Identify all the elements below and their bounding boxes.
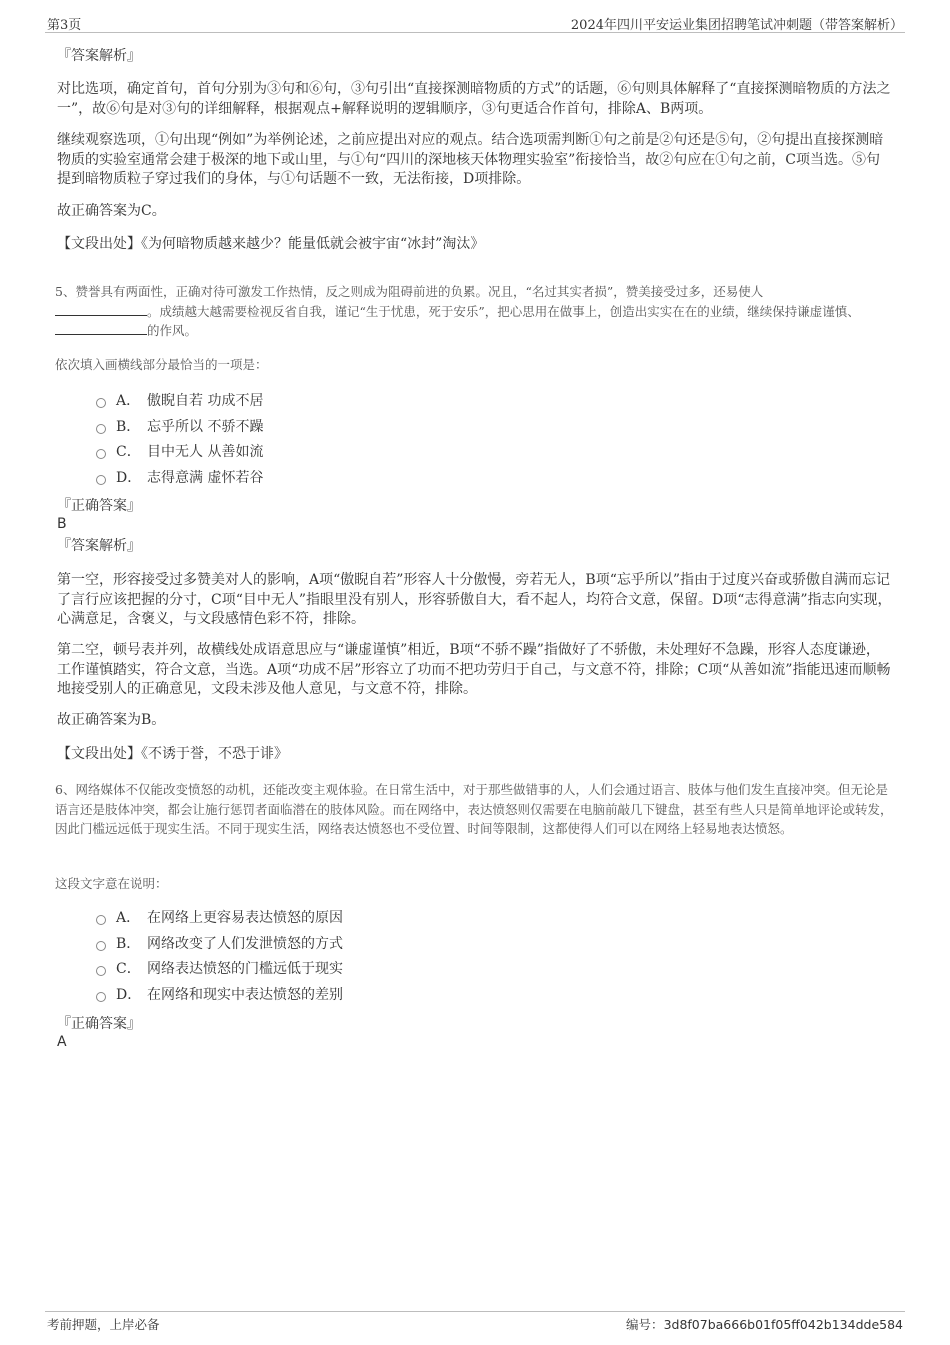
option-list	[96, 389, 263, 491]
option-b[interactable]: B． 网络改变了人们发泄愤怒的方式	[96, 932, 343, 958]
analysis-paragraph: 第二空，顿号表并列，故横线处成语意思应与“谦虚谨慎”相近，B项“不骄不躁”指做好了不骄傲，未处理好不急躁，形容人态度谦逊，工作谨慎踏实，符合文意，当选。A项“功成不居”形容立了功而不把功劳归于自己，与文意不符，排除；C项“从善如流”指能迅速而顺畅地接受别人的正确意见，文段未涉及他人意见，与文意不符，排除。	[57, 642, 891, 697]
radio-icon[interactable]	[96, 475, 106, 485]
option-a[interactable]: A． 傲睨自若 功成不居	[96, 389, 263, 415]
document-title: 2024年四川平安运业集团招聘笔试冲刺题（带答案解析）	[570, 18, 903, 33]
answer-label: 『正确答案』	[57, 498, 141, 514]
radio-icon[interactable]	[96, 398, 106, 408]
source-citation: 【文段出处】《为何暗物质越来越少？能量低就会被宇宙“冰封”淘汰》	[57, 236, 485, 252]
option-list	[96, 906, 343, 1008]
source-citation: 【文段出处】《不诱于誉，不恐于诽》	[57, 746, 288, 762]
analysis-paragraph: 第一空，形容接受过多赞美对人的影响，A项“傲睨自若”形容人十分傲慢，旁若无人，B项“忘乎所以”指由于过度兴奋或骄傲自满而忘记了言行应该把握的分寸，C项“目中无人”指眼里没有别人，形容骄傲自大，看不起人，均符合文意，保留。D项“志得意满”指志向实现，心满意足，含褒义，与文段感情色彩不符，排除。	[57, 572, 892, 627]
analysis-paragraph: 继续观察选项，①句出现“例如”为举例论述，之前应提出对应的观点。结合选项需判断①句之前是②句还是⑤句，②句提出直接探测暗物质的实验室通常会建于极深的地下或山里，与①句“四川的深地核天体物理实验室”衔接恰当，故②句应在①句之前，C项当选。⑤句提到暗物质粒子穿过我们的身体，与①句话题不一致，无法衔接，D项排除。	[57, 132, 884, 187]
radio-icon[interactable]	[96, 449, 106, 459]
correct-answer: B	[57, 516, 67, 532]
radio-icon[interactable]	[96, 966, 106, 976]
page-header	[45, 12, 905, 33]
analysis-label: 『答案解析』	[57, 48, 141, 64]
question-prompt: 依次填入画横线部分最恰当的一项是：	[55, 357, 268, 372]
answer-conclusion: 故正确答案为C。	[57, 203, 166, 219]
radio-icon[interactable]	[96, 992, 106, 1002]
page-footer	[45, 1311, 905, 1334]
radio-icon[interactable]	[96, 915, 106, 925]
answer-label: 『正确答案』	[57, 1016, 141, 1032]
page-number: 第3页	[47, 18, 82, 33]
option-d[interactable]: D． 在网络和现实中表达愤怒的差别	[96, 983, 343, 1009]
question-prompt: 这段文字意在说明：	[55, 876, 168, 891]
answer-conclusion: 故正确答案为B。	[57, 712, 166, 728]
fill-blank	[55, 322, 147, 335]
question-stem: 5、赞誉具有两面性，正确对待可激发工作热情，反之则成为阻碍前进的负累。况且，“名过其实者损”，赞美接受过多，还易使人 。成绩越大越需要检视反省自我，谨记“生于忧患，死于安乐”，把心思用在做事上，创造出实实在在的业绩，继续保持谦虚谨慎、的作风。	[55, 284, 860, 338]
fill-blank	[55, 303, 147, 316]
radio-icon[interactable]	[96, 941, 106, 951]
radio-icon[interactable]	[96, 424, 106, 434]
option-d[interactable]: D． 志得意满 虚怀若谷	[96, 466, 263, 492]
question-stem: 6、网络媒体不仅能改变愤怒的动机，还能改变主观体验。在日常生活中，对于那些做错事的人，人们会通过语言、肢体与他们发生直接冲突。但无论是语言还是肢体冲突，都会让施行惩罚者面临潜在的肢体风险。而在网络中，表达愤怒则仅需要在电脑前敲几下键盘，甚至有些人只是简单地评论或转发，因此门槛远远低于现实生活。不同于现实生活，网络表达愤怒也不受位置、时间等限制，这都使得人们可以在网络上轻易地表达愤怒。	[55, 782, 893, 836]
option-a[interactable]: A． 在网络上更容易表达愤怒的原因	[96, 906, 343, 932]
analysis-paragraph: 对比选项，确定首句，首句分别为③句和⑥句，③句引出“直接探测暗物质的方式”的话题，⑥句则具体解释了“直接探测暗物质的方法之一”，故⑥句是对③句的详细解释，根据观点+解释说明的逻辑顺序，③句更适合作首句，排除A、B两项。	[57, 81, 891, 117]
correct-answer: A	[57, 1034, 67, 1050]
analysis-label: 『答案解析』	[57, 538, 141, 554]
option-b[interactable]: B． 忘乎所以 不骄不躁	[96, 415, 263, 441]
footer-slogan: 考前押题，上岸必备	[47, 1317, 160, 1332]
document-code: 编号：3d8f07ba666b01f05ff042b134dde584	[626, 1317, 903, 1332]
option-c[interactable]: C． 目中无人 从善如流	[96, 440, 263, 466]
option-c[interactable]: C． 网络表达愤怒的门槛远低于现实	[96, 957, 343, 983]
